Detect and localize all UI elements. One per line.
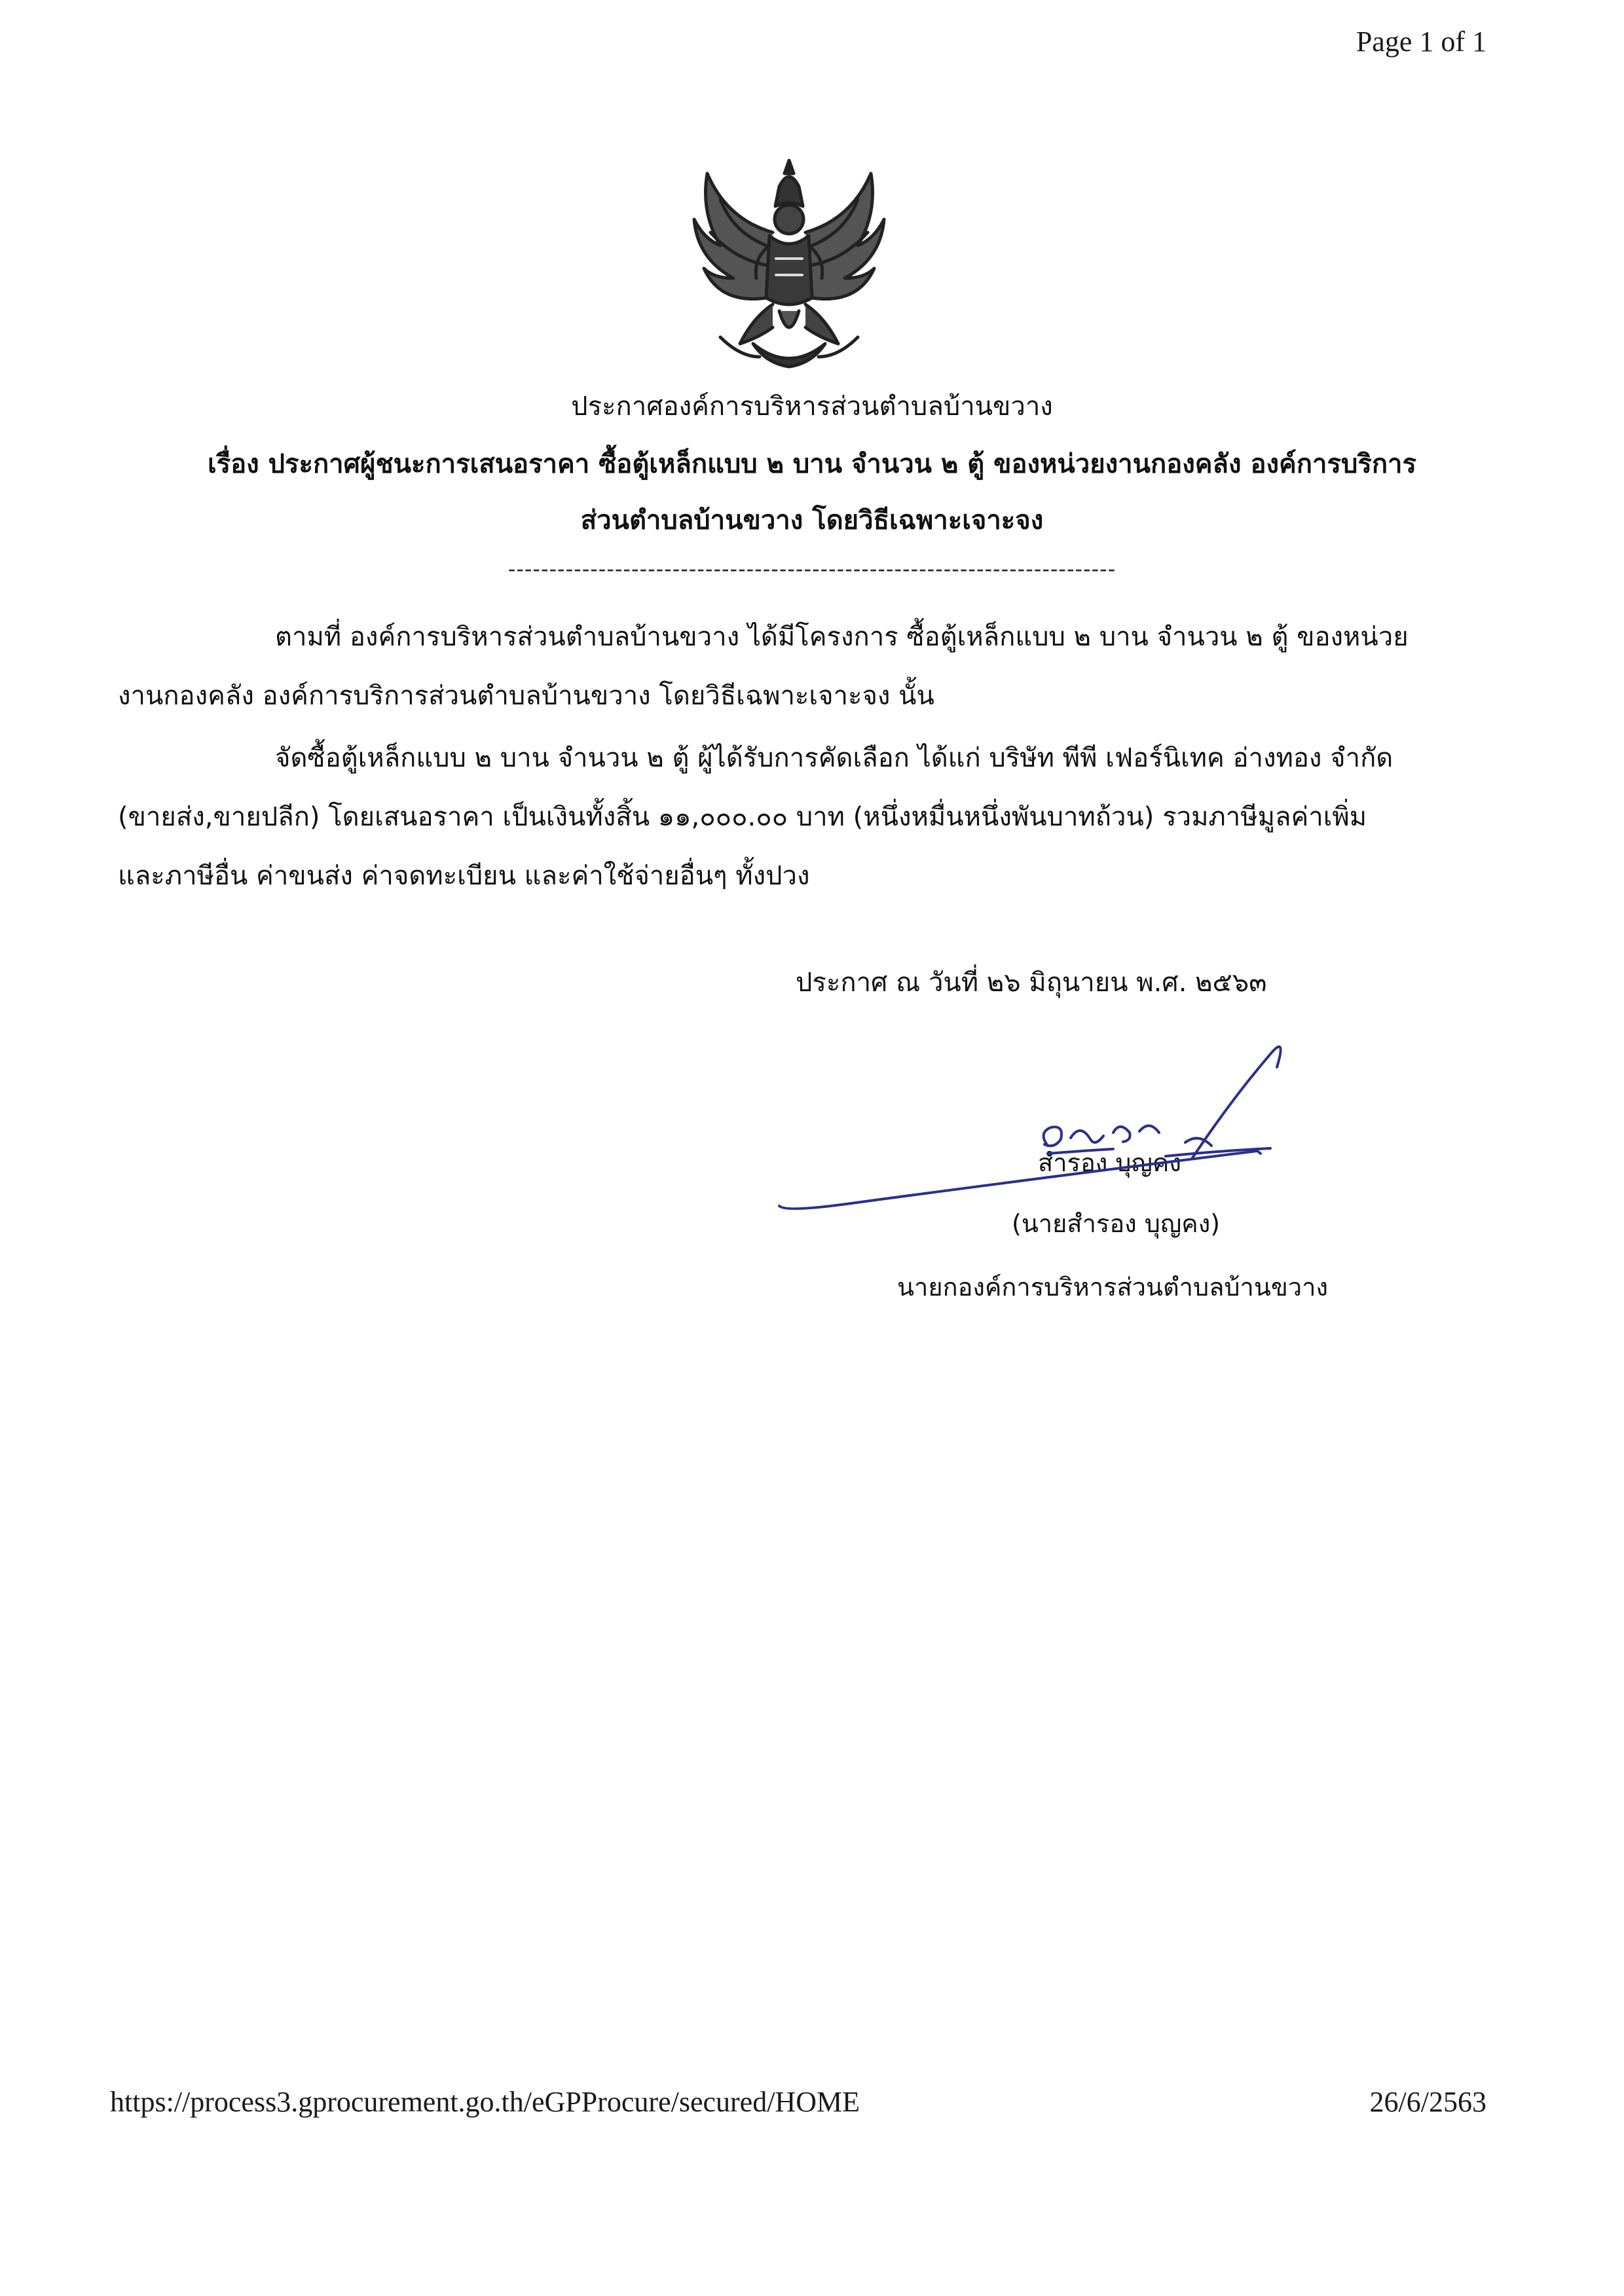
signer-name: สำรอง บุญคง <box>1038 1148 1181 1177</box>
signer-name-full: (นายสำรอง บุญคง) <box>1012 1209 1221 1238</box>
garuda-emblem-icon <box>681 147 897 383</box>
paragraph-1-line-2: งานกองคลัง องค์การบริการส่วนตำบลบ้านขวาง โดยวิธีเฉพาะเจาะจง นั้น <box>118 681 934 711</box>
divider-line: -------------------------------------------------------------------------- <box>507 556 1116 581</box>
subject-line-1: เรื่อง ประกาศผู้ชนะการเสนอราคา ซื้อตู้เหล็กแบบ ๒ บาน จำนวน ๒ ตู้ ของหน่วยงานกองคลัง องค์การบริการ <box>207 449 1417 479</box>
paragraph-2-line-2: (ขายส่ง,ขายปลีก) โดยเสนอราคา เป็นเงินทั้งสิ้น ๑๑,๐๐๐.๐๐ บาท (หนึ่งหมื่นหนึ่งพันบาทถ้วน) รวมภาษีมูลค่าเพิ่ม <box>118 802 1367 832</box>
footer-date: 26/6/2563 <box>1369 2086 1486 2118</box>
announce-date: ประกาศ ณ วันที่ ๒๖ มิถุนายน พ.ศ. ๒๕๖๓ <box>796 968 1267 998</box>
paragraph-2-line-3: และภาษีอื่น ค่าขนส่ง ค่าจดทะเบียน และค่าใช้จ่ายอื่นๆ ทั้งปวง <box>118 861 810 891</box>
signer-position: นายกองค์การบริหารส่วนตำบลบ้านขวาง <box>897 1273 1329 1302</box>
subject-line-2: ส่วนตำบลบ้านขวาง โดยวิธีเฉพาะเจาะจง <box>580 505 1044 536</box>
handwritten-signature <box>773 982 1349 1231</box>
document-title: ประกาศองค์การบริหารส่วนตำบลบ้านขวาง <box>571 392 1053 422</box>
paragraph-2-line-1: จัดซื้อตู้เหล็กแบบ ๒ บาน จำนวน ๒ ตู้ ผู้ได้รับการคัดเลือก ได้แก่ บริษัท พีพี เฟอร์นิเทค อ่างทอง จำกัด <box>275 743 1393 773</box>
paragraph-1-line-1: ตามที่ องค์การบริหารส่วนตำบลบ้านขวาง ได้มีโครงการ ซื้อตู้เหล็กแบบ ๒ บาน จำนวน ๒ ตู้ ของหน่วย <box>275 622 1409 652</box>
footer-url: https://process3.gprocurement.go.th/eGPProcure/secured/HOME <box>110 2086 860 2118</box>
page-number: Page 1 of 1 <box>1356 26 1486 58</box>
